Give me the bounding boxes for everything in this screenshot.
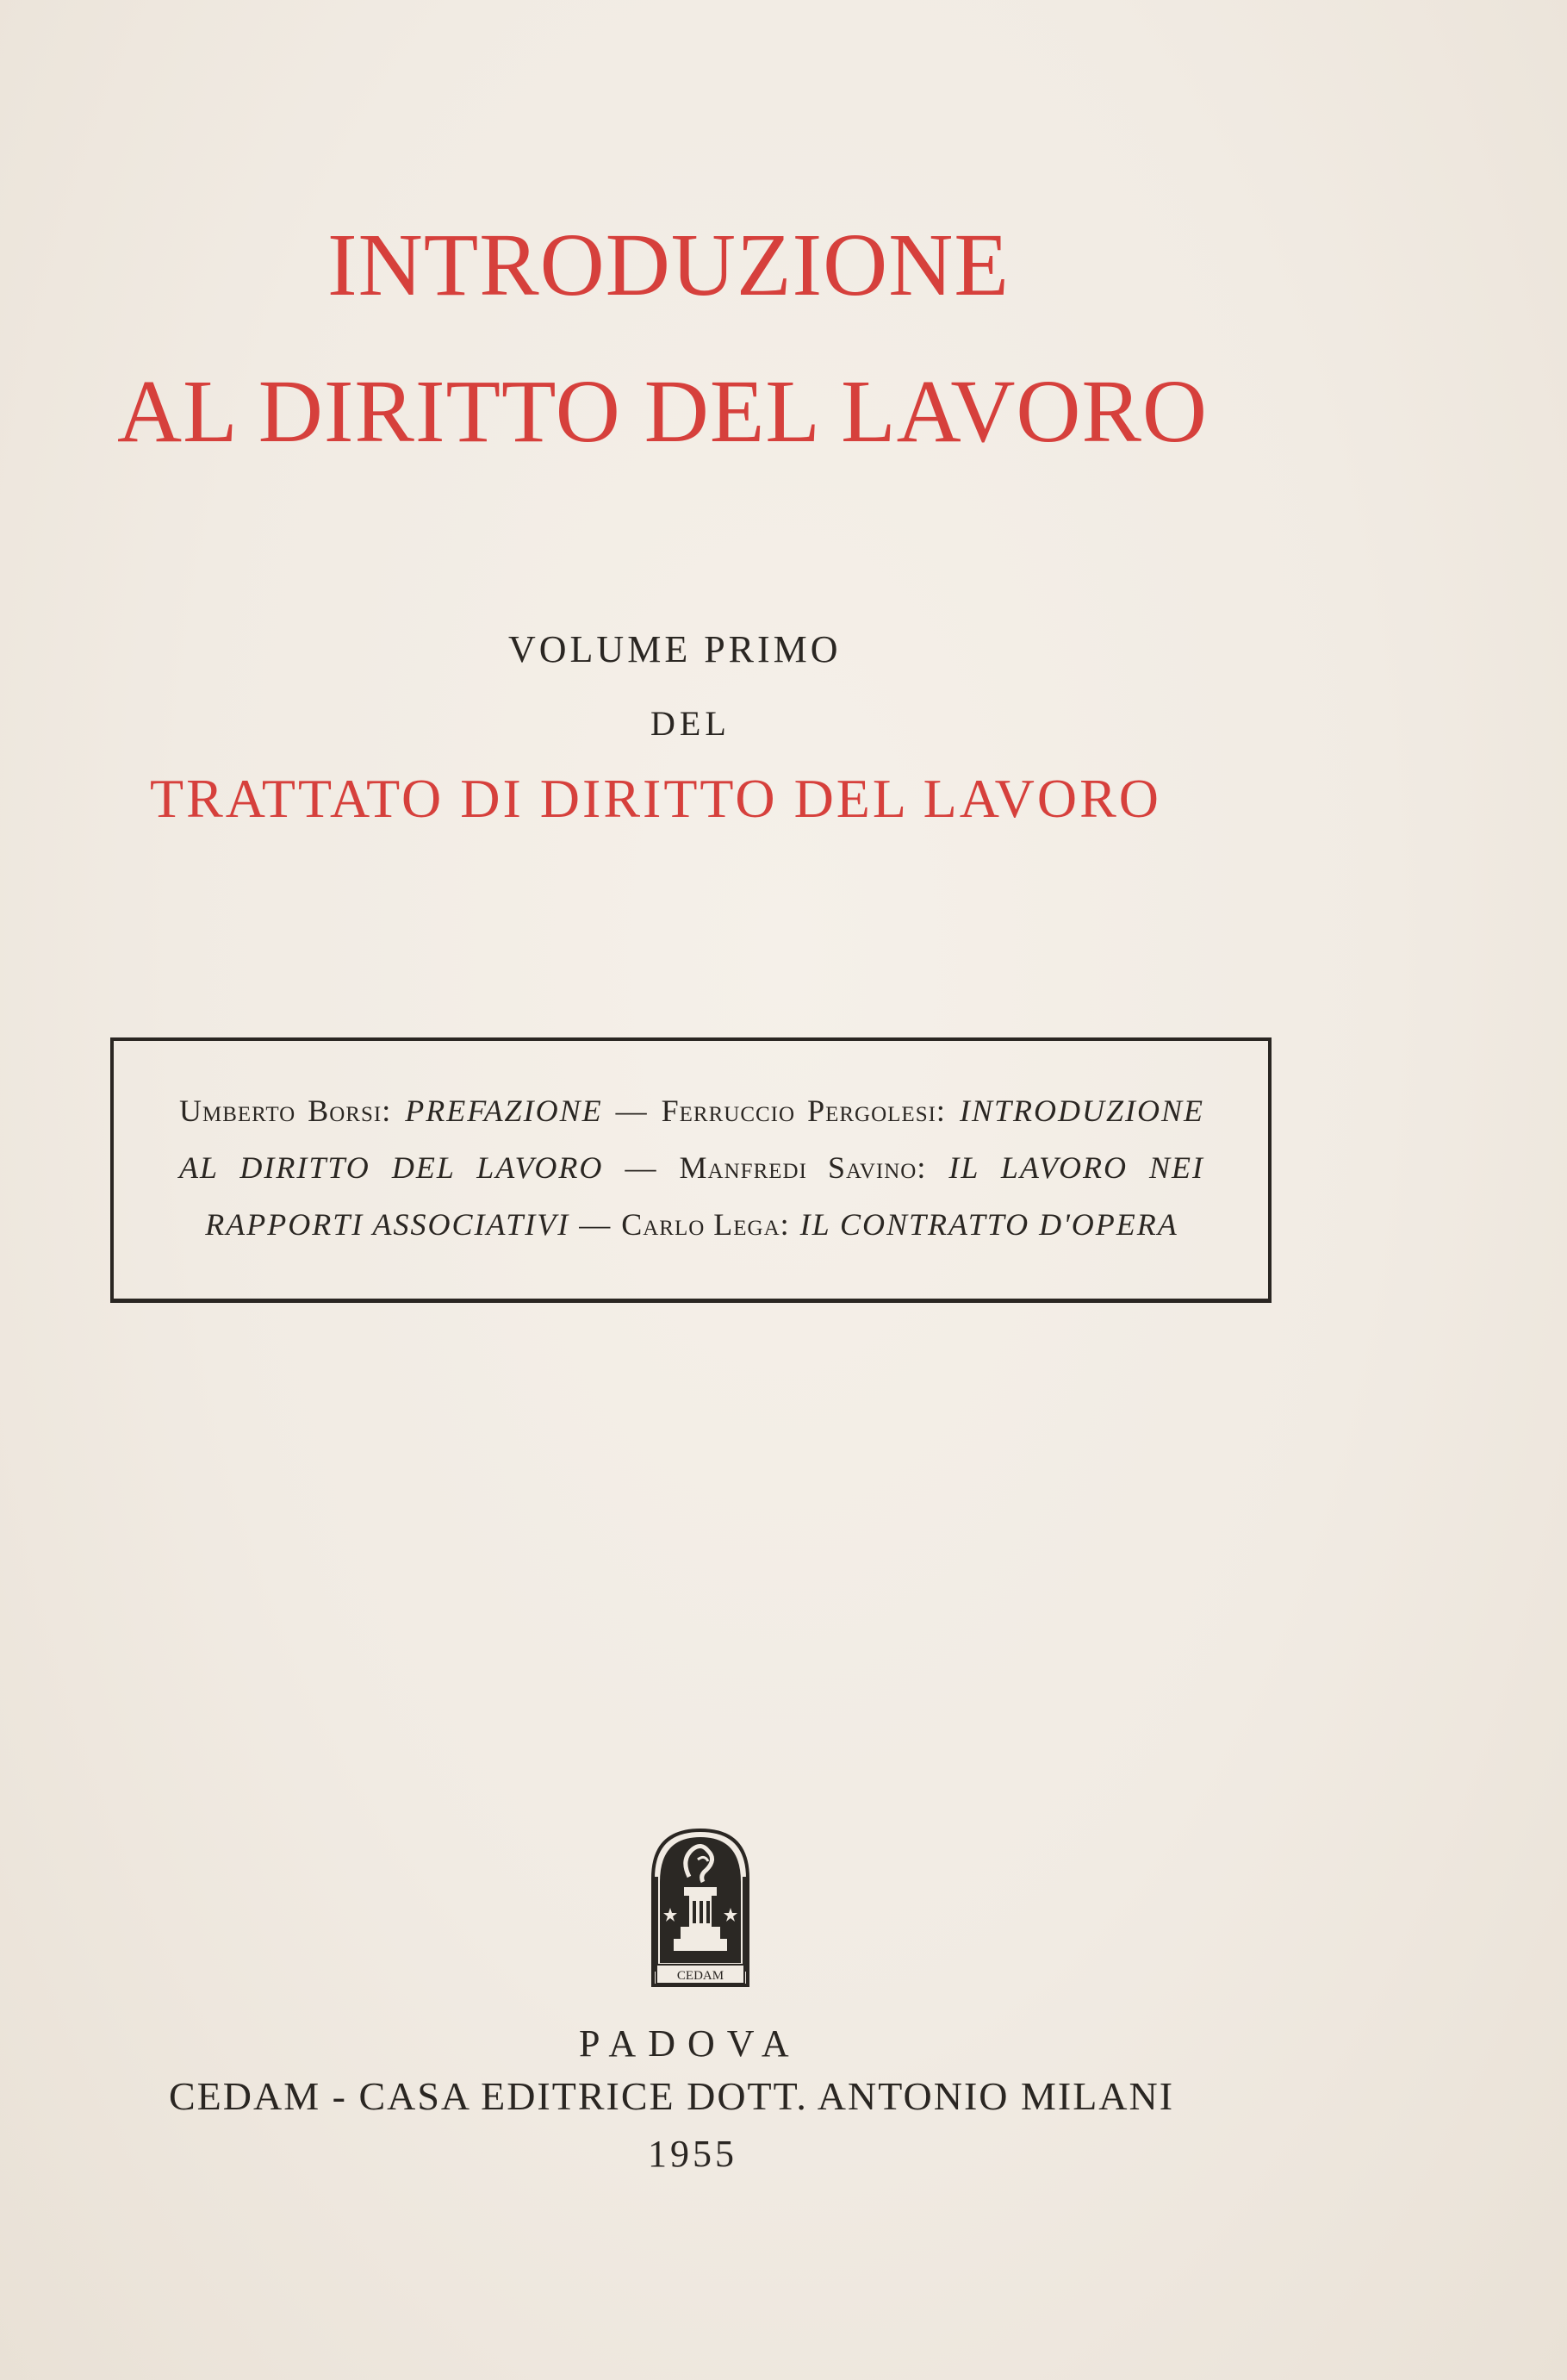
del-label: DEL: [650, 704, 731, 743]
separator: :: [936, 1093, 960, 1128]
imprint-city: PADOVA: [579, 2022, 801, 2065]
dash: —: [602, 1093, 662, 1128]
contents-box: [110, 1037, 1272, 1303]
dash: —: [603, 1150, 680, 1185]
separator: :: [917, 1150, 949, 1185]
series-title: TRATTATO DI DIRITTO DEL LAVORO: [150, 768, 1161, 829]
work-lavoro-associativi: IL LAVORO NEI RAPPORTI ASSOCIATIVI: [205, 1150, 1204, 1242]
author-lega: Carlo Lega: [621, 1207, 780, 1242]
separator: :: [382, 1093, 406, 1128]
imprint-year: 1955: [648, 2133, 737, 2175]
book-title-line-1: INTRODUZIONE: [327, 215, 1010, 315]
author-borsi: Umberto Borsi: [179, 1093, 382, 1128]
work-prefazione: PREFAZIONE: [405, 1093, 603, 1128]
publisher-emblem-icon: [648, 1825, 753, 1987]
work-contratto-opera: IL CONTRATTO D'OPERA: [799, 1207, 1178, 1242]
work-introduzione: INTRODUZIONE AL DIRITTO DEL LAVORO: [179, 1093, 1204, 1185]
separator: :: [780, 1207, 800, 1242]
volume-label: VOLUME PRIMO: [508, 628, 842, 670]
emblem-text: CEDAM: [676, 1969, 724, 1983]
dash: —: [569, 1207, 622, 1242]
imprint-publisher: CEDAM - CASA EDITRICE DOTT. ANTONIO MILANI: [169, 2074, 1175, 2118]
author-savino: Manfredi Savino: [679, 1150, 917, 1185]
contents-text: [179, 1082, 1204, 1253]
book-title-line-2: AL DIRITTO DEL LAVORO: [117, 362, 1209, 461]
author-pergolesi: Ferruccio Pergolesi: [661, 1093, 936, 1128]
